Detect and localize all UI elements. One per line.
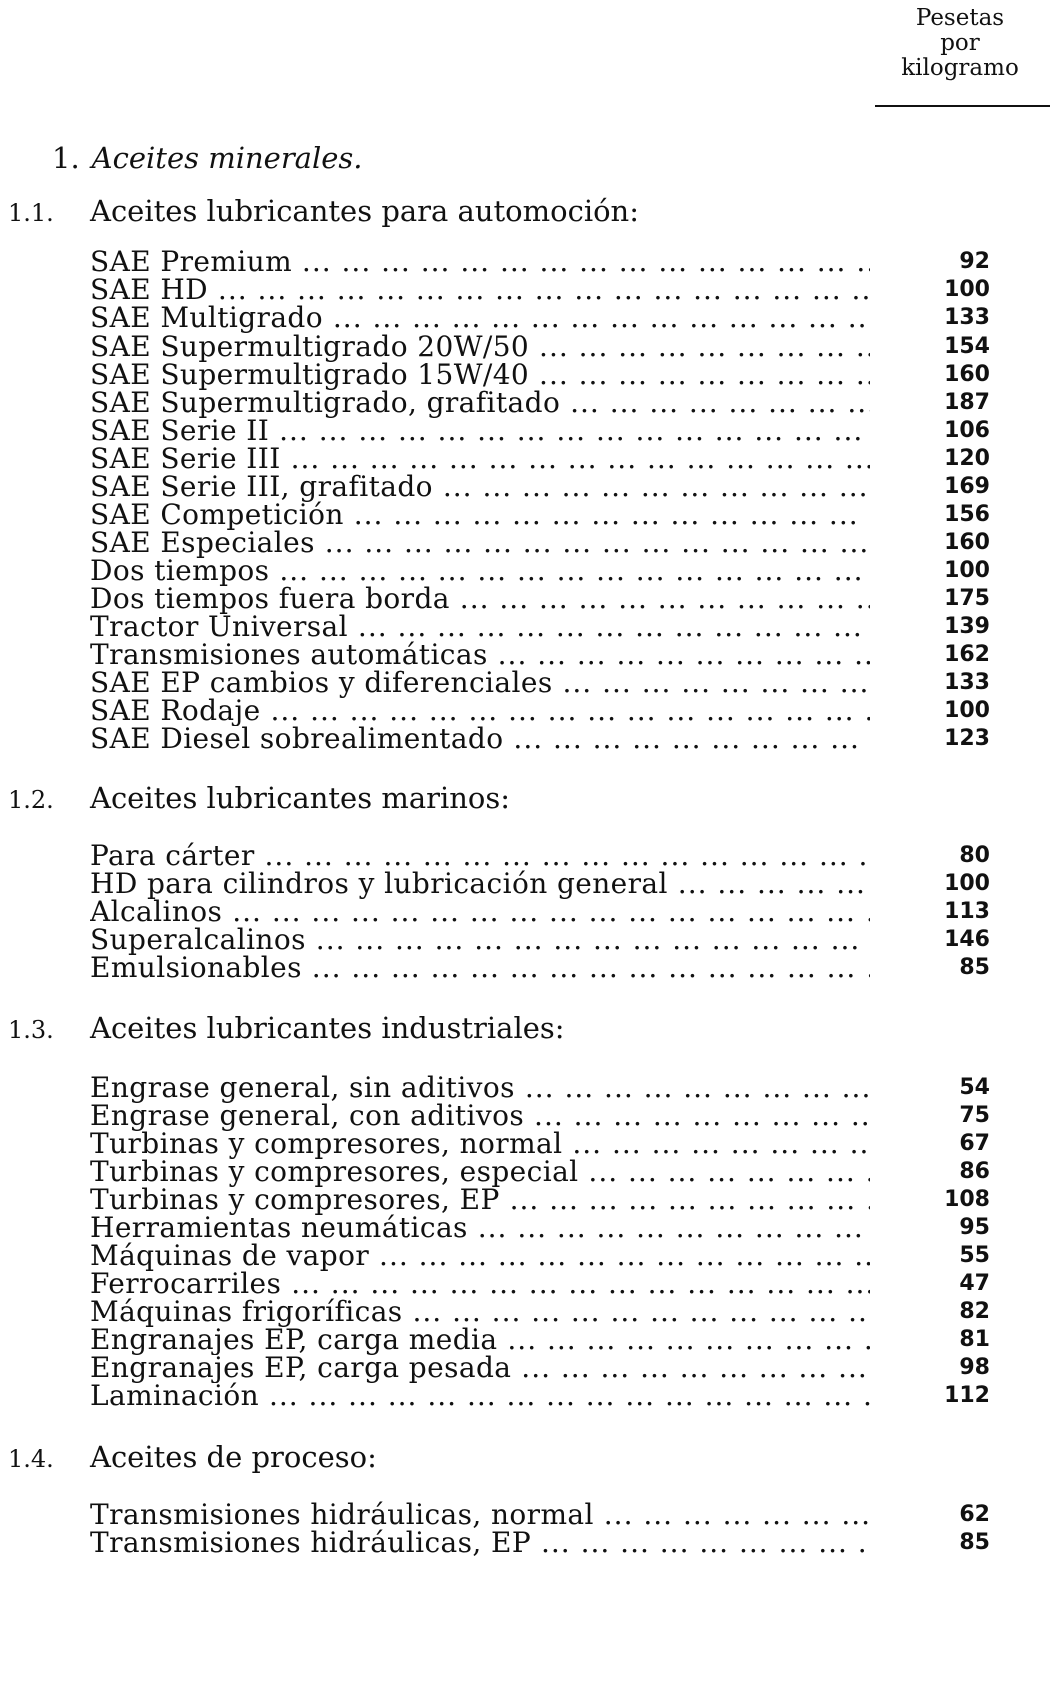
price-row <box>90 1528 990 1558</box>
product-price: 113 <box>944 899 990 924</box>
price-row <box>90 584 990 614</box>
product-price: 67 <box>959 1131 990 1156</box>
price-row <box>90 897 990 927</box>
product-label: Transmisiones automáticas ... . <box>90 640 870 670</box>
price-row <box>90 869 990 899</box>
product-price: 187 <box>944 390 990 415</box>
price-row <box>90 332 990 362</box>
product-label: Engranajes EP, carga pesada ... . <box>90 1353 870 1383</box>
product-label: Ferrocarriles ... . <box>90 1269 870 1299</box>
product-label: HD para cilindros y lubricación general ... . <box>90 869 870 899</box>
product-label: Transmisiones hidráulicas, normal ... . <box>90 1500 870 1530</box>
product-label: Máquinas frigoríficas ... . <box>90 1297 870 1327</box>
product-price: 85 <box>959 955 990 980</box>
price-row <box>90 247 990 277</box>
product-label: Máquinas de vapor ... . <box>90 1241 870 1271</box>
product-label: Turbinas y compresores, EP ... . <box>90 1185 870 1215</box>
product-price: 160 <box>944 362 990 387</box>
product-label: Engrase general, sin aditivos ... . <box>90 1073 870 1103</box>
price-row <box>90 696 990 726</box>
section-heading <box>8 194 639 228</box>
product-price: 81 <box>959 1327 990 1352</box>
price-row <box>90 416 990 446</box>
price-row <box>90 303 990 333</box>
product-label: Engranajes EP, carga media ... . <box>90 1325 870 1355</box>
product-label: Dos tiempos ... . <box>90 556 870 586</box>
price-row <box>90 1073 990 1103</box>
price-row <box>90 953 990 983</box>
price-row <box>90 668 990 698</box>
product-label: SAE Multigrado ... . <box>90 303 870 333</box>
price-row <box>90 360 990 390</box>
price-row <box>90 528 990 558</box>
product-label: SAE Rodaje ... . <box>90 696 870 726</box>
product-label: Herramientas neumáticas ... . <box>90 1213 870 1243</box>
product-label: Transmisiones hidráulicas, EP ... . <box>90 1528 870 1558</box>
price-row <box>90 1213 990 1243</box>
section-number: 1.3. <box>8 1016 54 1044</box>
product-price: 123 <box>944 726 990 751</box>
column-header-line: por <box>940 30 980 56</box>
product-price: 106 <box>944 418 990 443</box>
product-label: SAE Competición ... . <box>90 500 870 530</box>
product-label: SAE HD ... . <box>90 275 870 305</box>
product-label: SAE EP cambios y diferenciales ... . <box>90 668 870 698</box>
product-label: SAE Premium ... . <box>90 247 870 277</box>
price-row <box>90 444 990 474</box>
product-price: 95 <box>959 1215 990 1240</box>
product-price: 169 <box>944 474 990 499</box>
product-price: 75 <box>959 1103 990 1128</box>
product-price: 85 <box>959 1530 990 1555</box>
product-label: Laminación ... . <box>90 1381 870 1411</box>
price-row <box>90 640 990 670</box>
product-label: Turbinas y compresores, normal ... . <box>90 1129 870 1159</box>
price-row <box>90 1101 990 1131</box>
price-row <box>90 1157 990 1187</box>
product-price: 162 <box>944 642 990 667</box>
section-number: 1.1. <box>8 199 54 227</box>
product-price: 47 <box>959 1271 990 1296</box>
chapter-title: Aceites minerales. <box>91 141 363 175</box>
price-row <box>90 1381 990 1411</box>
chapter-heading <box>52 141 363 175</box>
product-label: SAE Serie III, grafitado ... . <box>90 472 870 502</box>
price-row <box>90 472 990 502</box>
product-price: 156 <box>944 502 990 527</box>
product-price: 55 <box>959 1243 990 1268</box>
product-label: SAE Supermultigrado 20W/50 ... . <box>90 332 870 362</box>
product-label: Dos tiempos fuera borda ... . <box>90 584 870 614</box>
product-label: SAE Especiales ... . <box>90 528 870 558</box>
product-label: SAE Serie II ... . <box>90 416 870 446</box>
product-price: 146 <box>944 927 990 952</box>
price-row <box>90 1269 990 1299</box>
product-price: 120 <box>944 446 990 471</box>
product-label: SAE Supermultigrado 15W/40 ... . <box>90 360 870 390</box>
column-header <box>880 6 1040 81</box>
product-label: Superalcalinos ... . <box>90 925 870 955</box>
section-heading <box>8 781 510 815</box>
product-price: 108 <box>944 1187 990 1212</box>
section-number: 1.4. <box>8 1445 54 1473</box>
product-label: Para cárter ... . <box>90 841 870 871</box>
section-heading <box>8 1011 565 1045</box>
product-price: 175 <box>944 586 990 611</box>
product-price: 100 <box>944 698 990 723</box>
product-price: 86 <box>959 1159 990 1184</box>
product-label: Alcalinos ... . <box>90 897 870 927</box>
price-row <box>90 841 990 871</box>
price-row <box>90 275 990 305</box>
section-number: 1.2. <box>8 786 54 814</box>
price-row <box>90 1500 990 1530</box>
section-heading <box>8 1440 377 1474</box>
price-row <box>90 388 990 418</box>
section-title: Aceites de proceso: <box>90 1440 377 1474</box>
product-label: SAE Supermultigrado, grafitado ... . <box>90 388 870 418</box>
product-price: 139 <box>944 614 990 639</box>
product-price: 62 <box>959 1502 990 1527</box>
price-row <box>90 1129 990 1159</box>
product-label: Emulsionables ... . <box>90 953 870 983</box>
price-row <box>90 1241 990 1271</box>
section-title: Aceites lubricantes marinos: <box>90 781 511 815</box>
product-price: 160 <box>944 530 990 555</box>
price-row <box>90 612 990 642</box>
product-price: 82 <box>959 1299 990 1324</box>
product-label: Engrase general, con aditivos ... . <box>90 1101 870 1131</box>
product-price: 133 <box>944 670 990 695</box>
product-label: Turbinas y compresores, especial ... . <box>90 1157 870 1187</box>
product-price: 92 <box>959 249 990 274</box>
column-header-rule <box>875 105 1050 107</box>
product-price: 100 <box>944 871 990 896</box>
product-price: 112 <box>944 1383 990 1408</box>
price-row <box>90 1325 990 1355</box>
price-row <box>90 556 990 586</box>
chapter-number: 1. <box>52 141 80 175</box>
product-label: SAE Serie III ... . <box>90 444 870 474</box>
column-header-line: Pesetas <box>915 5 1005 31</box>
price-row <box>90 500 990 530</box>
price-row <box>90 1297 990 1327</box>
product-price: 100 <box>944 558 990 583</box>
section-title: Aceites lubricantes para automoción: <box>90 194 640 228</box>
price-row <box>90 1353 990 1383</box>
product-price: 133 <box>944 305 990 330</box>
column-header-line: kilogramo <box>901 55 1019 81</box>
price-row <box>90 1185 990 1215</box>
product-price: 54 <box>959 1075 990 1100</box>
product-label: Tractor Universal ... . <box>90 612 870 642</box>
product-price: 154 <box>944 334 990 359</box>
product-label: SAE Diesel sobrealimentado ... . <box>90 724 870 754</box>
product-price: 98 <box>959 1355 990 1380</box>
product-price: 80 <box>959 843 990 868</box>
section-title: Aceites lubricantes industriales: <box>90 1011 565 1045</box>
price-row <box>90 925 990 955</box>
price-row <box>90 724 990 754</box>
product-price: 100 <box>944 277 990 302</box>
